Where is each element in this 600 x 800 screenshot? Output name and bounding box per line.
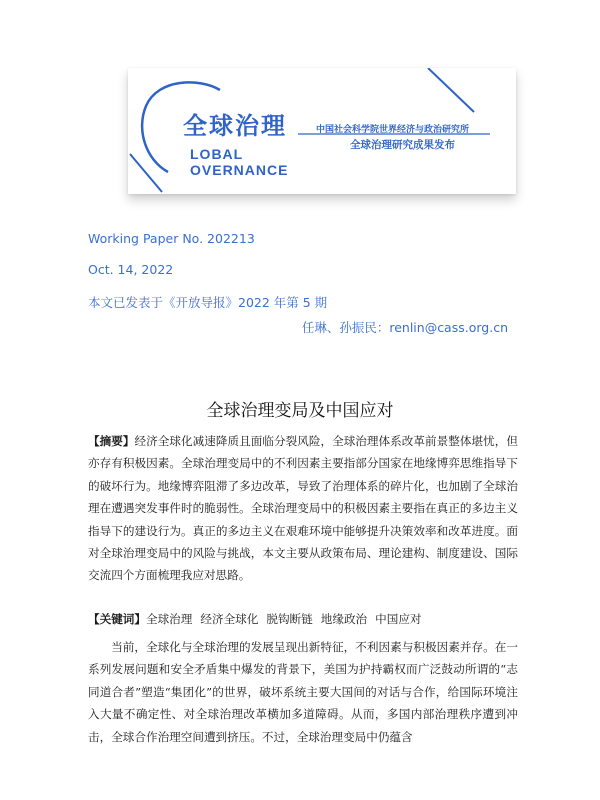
paper-date: Oct. 14, 2022: [88, 262, 174, 277]
logo-en-line2: OVERNANCE: [190, 162, 289, 178]
header-banner: [128, 68, 516, 194]
institute-name: 中国社会科学院世界经济与政治研究所: [316, 125, 470, 135]
keyword-item: 经济全球化: [200, 612, 259, 626]
logo-top-stroke: [428, 68, 474, 112]
abstract: [88, 430, 518, 587]
publication-name: 全球治理研究成果发布: [350, 139, 455, 151]
paper-number: Working Paper No. 202213: [88, 231, 255, 246]
published-note: 本文已发表于《开放导报》2022 年第 5 期: [88, 295, 328, 310]
keyword-item: 地缘政治: [320, 612, 368, 626]
body-paragraph: 当前，全球化与全球治理的发展呈现出新特征，不利因素与积极因素并存。在一系列发展问题和安全矛盾集中爆发的背景下，美国为护持霸权而广泛鼓动所谓的“志同道合者”塑造“集团化”的世界，破坏系统主要大国间的对话与合作，给国际环境注入大量不确定性、对全球治理改革横加多道障碍。从而，多国内部治理秩序遭到冲击，全球合作治理空间遭到挤压。不过，全球治理变局中仍蕴含: [88, 640, 518, 744]
logo-cn-text: 全球治理: [183, 112, 287, 140]
keyword-item: 中国应对: [375, 612, 422, 626]
logo-en-line1: LOBAL: [190, 146, 244, 162]
abstract-text: 经济全球化减速降质且面临分裂风险，全球治理体系改革前景整体堪忧，但亦存有积极因素。全球治理变局中的不利因素主要指部分国家在地缘博弈思维指导下的破坏行为。地缘博弈阻滞了多边改革，导致了治理体系的碎片化，也加剧了全球治理在遭遇突发事件时的脆弱性。全球治理变局中的积极因素主要指在真正的多边主义指导下的建设行为。真正的多边主义在艰难环境中能够提升决策效率和改革进度。面对全球治理变局中的风险与挑战，本文主要从政策布局、理论建构、制度建设、国际交流四个方面梳理我应对思路。: [88, 434, 518, 583]
keyword-item: 脱钩断链: [266, 612, 313, 626]
abstract-label: 【摘要】: [88, 434, 135, 448]
author-line: 任琳、孙振民：renlin@cass.org.cn: [301, 320, 508, 335]
keyword-item: 全球治理: [145, 612, 193, 626]
logo-bottom-stroke: [130, 154, 162, 192]
paper-title: 全球治理变局及中国应对: [206, 401, 394, 421]
keywords: [88, 608, 518, 630]
keywords-label: 【关键词】: [88, 612, 146, 626]
